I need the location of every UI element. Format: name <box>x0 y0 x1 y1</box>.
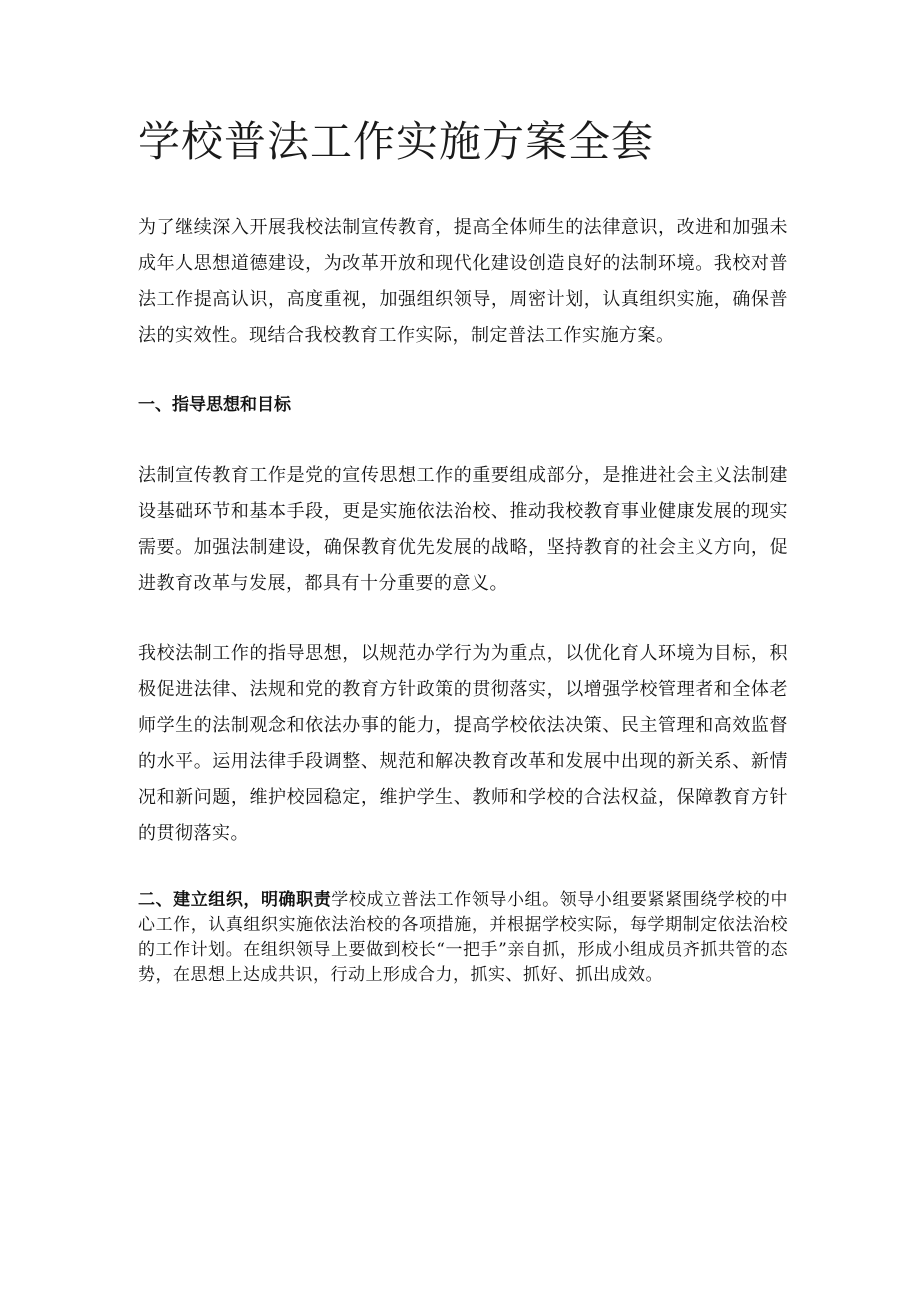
document-page <box>138 100 788 988</box>
section-1-heading: 一、指导思想和目标 <box>138 395 291 415</box>
section-1-paragraph-1: 法制宣传教育工作是党的宣传思想工作的重要组成部分，是推进社会主义法制建设基础环节和基本手段，更是实施依法治校、推动我校教育事业健康发展的现实需要。加强法制建设，确保教育优先发展的战略，坚持教育的社会主义方向，促进教育改革与发展，都具有十分重要的意义。 <box>138 465 788 594</box>
intro-paragraph: 为了继续深入开展我校法制宣传教育，提高全体师生的法律意识，改进和加强未成年人思想道德建设，为改革开放和现代化建设创造良好的法制环境。我校对普法工作提高认识，高度重视，加强组织领导，周密计划，认真组织实施，确保普法的实效性。现结合我校教育工作实际，制定普法工作实施方案。 <box>138 217 788 346</box>
section-2-body: 学校成立普法工作领导小组。领导小组要紧紧围绕学校的中心工作，认真组织实施依法治校的各项措施，并根据学校实际，每学期制定依法治校的工作计划。在组织领导上要做到校长“一把手”亲自抓，形成小组成员齐抓共管的态势，在思想上达成共识，行动上形成合力，抓实、抓好、抓出成效。 <box>138 890 789 985</box>
document-title: 学校普法工作实施方案全套 <box>138 117 655 166</box>
section-1-paragraph-2: 我校法制工作的指导思想，以规范办学行为为重点，以优化育人环境为目标，积极促进法律、法规和党的教育方针政策的贯彻落实，以增强学校管理者和全体老师学生的法制观念和依法办事的能力，提高学校依法决策、民主管理和高效监督的水平。运用法律手段调整、规范和解决教育改革和发展中出现的新关系、新情况和新问题，维护校园稳定，维护学生、教师和学校的合法权益，保障教育方针的贯彻落实。 <box>138 643 788 844</box>
section-2-paragraph <box>138 888 788 988</box>
section-2-heading: 二、建立组织，明确职责 <box>138 890 332 910</box>
